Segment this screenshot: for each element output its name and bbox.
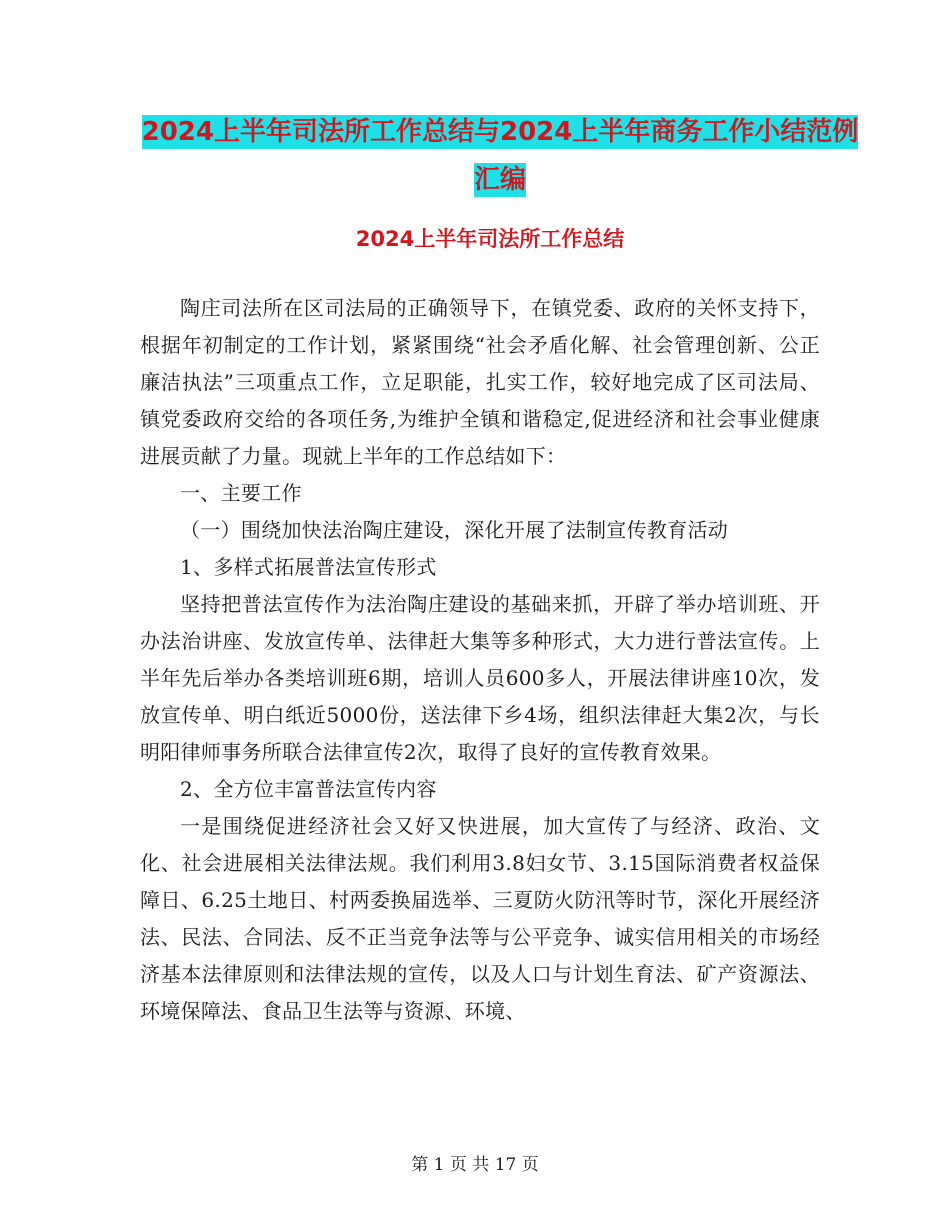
title-highlight: 2024上半年司法所工作总结与2024上半年商务工作小结范例汇编 xyxy=(141,117,859,195)
section-title: 2024上半年司法所工作总结 xyxy=(355,227,625,251)
page-footer: 第 1 页 共 17 页 xyxy=(411,1155,539,1175)
document-body xyxy=(140,290,820,1030)
heading-main-work: 一、主要工作 xyxy=(180,481,302,505)
paragraph-item-1: 坚持把普法宣传作为法治陶庄建设的基础来抓，开辟了举办培训班、开办法治讲座、发放宣传单、法律赶大集等多种形式，大力进行普法宣传。上半年先后举办各类培训班6期，培训人员600多人，开展法律讲座10次，发放宣传单、明白纸近5000份，送法律下乡4场，组织法律赶大集2次，与长明阳律师事务所联合法律宣传2次，取得了良好的宣传教育效果。 xyxy=(140,592,820,764)
paragraph-intro: 陶庄司法所在区司法局的正确领导下，在镇党委、政府的关怀支持下，根据年初制定的工作计划，紧紧围绕“社会矛盾化解、社会管理创新、公正廉洁执法”三项重点工作，立足职能，扎实工作，较好地完成了区司法局、镇党委政府交给的各项任务,为维护全镇和谐稳定,促进经济和社会事业健康进展贡献了力量。现就上半年的工作总结如下： xyxy=(140,296,820,468)
heading-item-1: 1、多样式拓展普法宣传形式 xyxy=(180,555,437,579)
heading-item-2: 2、全方位丰富普法宣传内容 xyxy=(180,777,437,801)
document-title xyxy=(140,108,860,204)
heading-sub-1: （一）围绕加快法治陶庄建设，深化开展了法制宣传教育活动 xyxy=(180,518,729,542)
paragraph-item-2: 一是围绕促进经济社会又好又快进展，加大宣传了与经济、政治、文化、社会进展相关法律法规。我们利用3.8妇女节、3.15国际消费者权益保障日、6.25土地日、村两委换届选举、三夏防火防汛等时节，深化开展经济法、民法、合同法、反不正当竞争法等与公平竞争、诚实信用相关的市场经济基本法律原则和法律法规的宣传，以及人口与计划生育法、矿产资源法、环境保障法、食品卫生法等与资源、环境、 xyxy=(140,814,820,1023)
